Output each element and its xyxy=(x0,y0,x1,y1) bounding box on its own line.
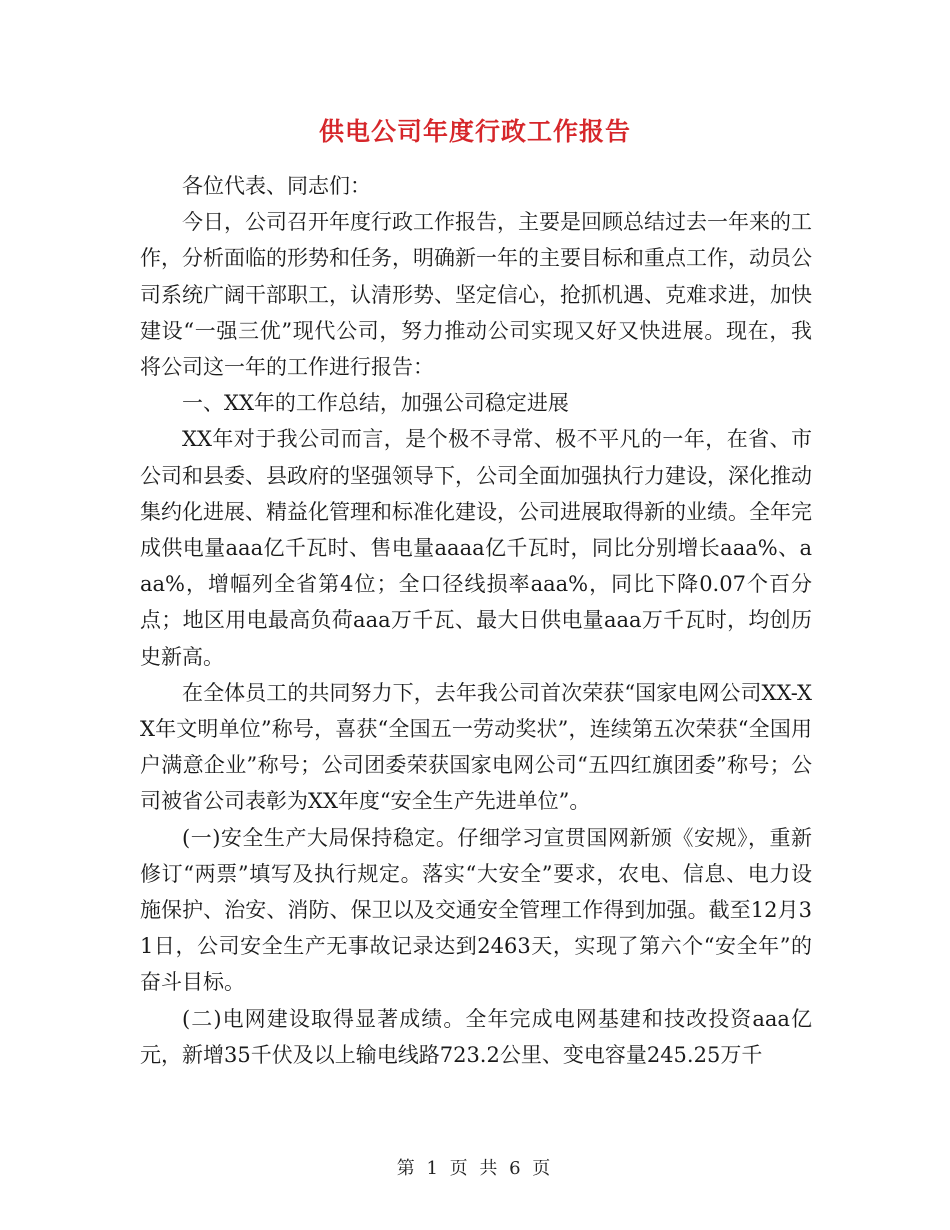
grid-construction-paragraph: (二)电网建设取得显著成绩。全年完成电网基建和技改投资aaa亿元，新增35千伏及以上输电线路723.2公里、变电容量245.25万千 xyxy=(140,1006,812,1067)
document-title: 供电公司年度行政工作报告 xyxy=(318,117,631,146)
summary-paragraph: XX年对于我公司而言，是个极不寻常、极不平凡的一年，在省、市公司和县委、县政府的坚强领导下，公司全面加强执行力建设，深化推动集约化进展、精益化管理和标准化建设，公司进展取得新的业绩。全年完成供电量aaa亿千瓦时、售电量aaaa亿千瓦时，同比分别增长aaa%、aaa%，增幅列全省第4位；全口径线损率aaa%，同比下降0.07个百分点；地区用电最高负荷aaa万千瓦、最大日供电量aaa万千瓦时，均创历史新高。 xyxy=(140,427,812,669)
page-number-footer: 第 1 页 共 6 页 xyxy=(396,1158,554,1179)
document-body xyxy=(140,168,812,1073)
section-heading: 一、XX年的工作总结，加强公司稳定进展 xyxy=(182,391,569,416)
intro-paragraph: 今日，公司召开年度行政工作报告，主要是回顾总结过去一年来的工作，分析面临的形势和任务，明确新一年的主要目标和重点工作，动员公司系统广阔干部职工，认清形势、坚定信心，抢抓机遇、克难求进，加快建设“一强三优”现代公司，努力推动公司实现又好又快进展。现在，我将公司这一年的工作进行报告： xyxy=(140,210,812,380)
salutation-paragraph: 各位代表、同志们： xyxy=(182,174,371,198)
safety-paragraph: (一)安全生产大局保持稳定。仔细学习宣贯国网新颁《安规》，重新修订“两票”填写及执行规定。落实“大安全”要求，农电、信息、电力设施保护、治安、消防、保卫以及交通安全管理工作得到加强。截至12月31日，公司安全生产无事故记录达到2463天，实现了第六个“安全年”的奋斗目标。 xyxy=(140,825,812,995)
honors-paragraph: 在全体员工的共同努力下，去年我公司首次荣获“国家电网公司XX-XX年文明单位”称号，喜获“全国五一劳动奖状”，连续第五次荣获“全国用户满意企业”称号；公司团委荣获国家电网公司“五四红旗团委”称号；公司被省公司表彰为XX年度“安全生产先进单位”。 xyxy=(140,680,812,814)
